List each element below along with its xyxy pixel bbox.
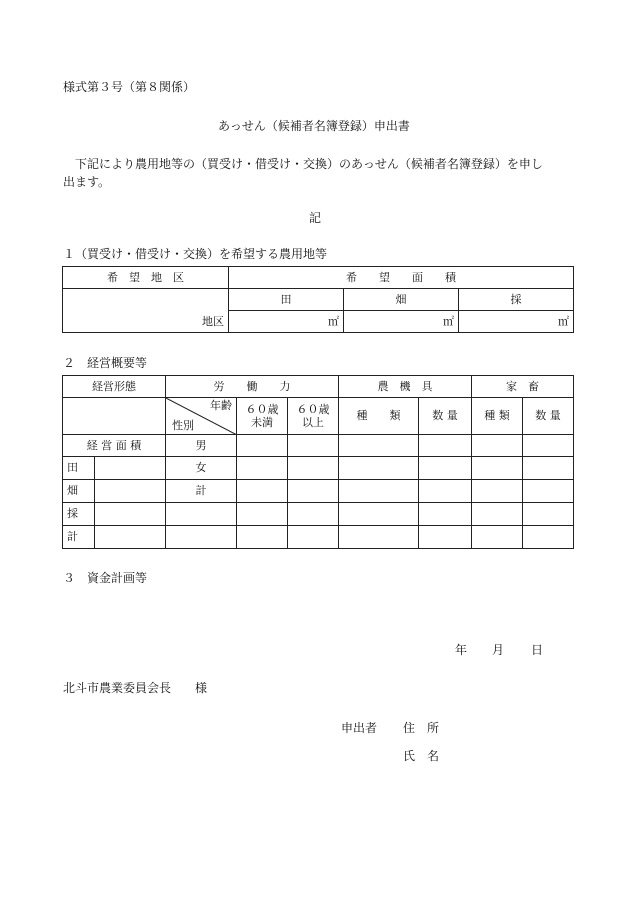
applicant-name-label: 氏 名 [403,749,440,763]
intro-line-1: 下記により農用地等の（買受け・借受け・交換）のあっせん（候補者名簿登録）を申し [75,157,543,171]
section1-heading: １（買受け・借受け・交換）を希望する農用地等 [63,247,328,261]
date-year: 年 [455,643,468,657]
cell[interactable] [419,503,472,526]
cell[interactable] [419,457,472,480]
intro-line-2: 出ます。 [63,175,111,189]
h-roudou: 労 働 力 [166,376,339,398]
cell[interactable] [237,503,288,526]
cell[interactable] [339,480,419,503]
applicant-address-label: 住 所 [403,721,440,735]
cell[interactable] [288,457,339,480]
cell[interactable] [166,503,237,526]
cell[interactable] [523,435,574,457]
cell[interactable] [523,457,574,480]
section2-heading: ２ 経営概要等 [63,356,148,370]
cell[interactable] [419,435,472,457]
form-number: 様式第３号（第８関係） [63,80,196,94]
cell[interactable] [95,503,166,526]
blank-header-cell [63,398,166,435]
cell[interactable] [339,526,419,549]
desired-land-table [62,266,574,333]
sub-ta: 田 [229,289,344,311]
h-kachiku: 家 畜 [472,376,574,398]
label-seibetsu: 性別 [172,419,194,432]
age-over-60-line2: 以上 [302,416,324,429]
livestock-qty-header: 数 量 [523,398,574,435]
document-title: あっせん（候補者名簿登録）申出書 [218,119,410,133]
cell[interactable] [288,503,339,526]
label-nenrei: 年齢 [210,399,232,412]
cell[interactable] [339,435,419,457]
applicant-label: 申出者 [341,721,378,735]
cell[interactable] [523,503,574,526]
col-desired-area: 希 望 地 区 [63,267,229,289]
cell[interactable] [95,526,166,549]
date-day: 日 [531,643,544,657]
h-keiei: 経営形態 [63,376,166,398]
cell[interactable] [523,526,574,549]
cell[interactable] [237,435,288,457]
age-under-60-line2: 未満 [251,416,273,429]
col-desired-size: 希 望 面 積 [229,267,574,289]
cell[interactable] [95,480,166,503]
cell[interactable] [339,457,419,480]
row-label-ta: 田 [63,457,95,480]
cell[interactable] [166,526,237,549]
machine-type-header: 種 類 [339,398,419,435]
cell[interactable] [472,457,523,480]
cell[interactable] [472,503,523,526]
row-label-hata: 畑 [63,480,95,503]
sub-sai: 採 [459,289,574,311]
cell[interactable] [523,480,574,503]
cell[interactable] [237,480,288,503]
cell[interactable] [472,480,523,503]
cell[interactable] [288,526,339,549]
machine-qty-header: 数 量 [419,398,472,435]
cell[interactable] [472,526,523,549]
keiei-menseki-label: 経 営 面 積 [63,435,166,457]
cell[interactable] [95,457,166,480]
label-onna: 女 [166,457,237,480]
age-sex-diagonal-cell [166,398,237,435]
age-over-60-line1: ６０歳 [296,403,330,416]
cell[interactable] [237,526,288,549]
sub-hata: 畑 [344,289,459,311]
cell[interactable] [419,480,472,503]
ta-area-cell[interactable]: ㎡ [229,311,344,333]
age-under-60 [237,398,288,435]
date-month: 月 [492,643,505,657]
district-cell: 地区 [63,289,229,333]
cell[interactable] [472,435,523,457]
row-label-kei: 計 [63,526,95,549]
age-under-60-line1: ６０歳 [245,403,279,416]
cell[interactable] [288,435,339,457]
hata-area-cell[interactable]: ㎡ [344,311,459,333]
ki-mark: 記 [309,211,322,225]
cell[interactable] [339,503,419,526]
livestock-type-header: 種 類 [472,398,523,435]
section3-heading: ３ 資金計画等 [63,571,148,585]
age-over-60 [288,398,339,435]
row-label-sai: 採 [63,503,95,526]
h-nouki: 農 機 具 [339,376,472,398]
label-otoko: 男 [166,435,237,457]
cell[interactable] [237,457,288,480]
business-overview-table [62,375,574,549]
sai-area-cell[interactable]: ㎡ [459,311,574,333]
cell[interactable] [419,526,472,549]
addressee: 北斗市農業委員会長 様 [63,681,208,695]
label-kei: 計 [166,480,237,503]
cell[interactable] [288,480,339,503]
